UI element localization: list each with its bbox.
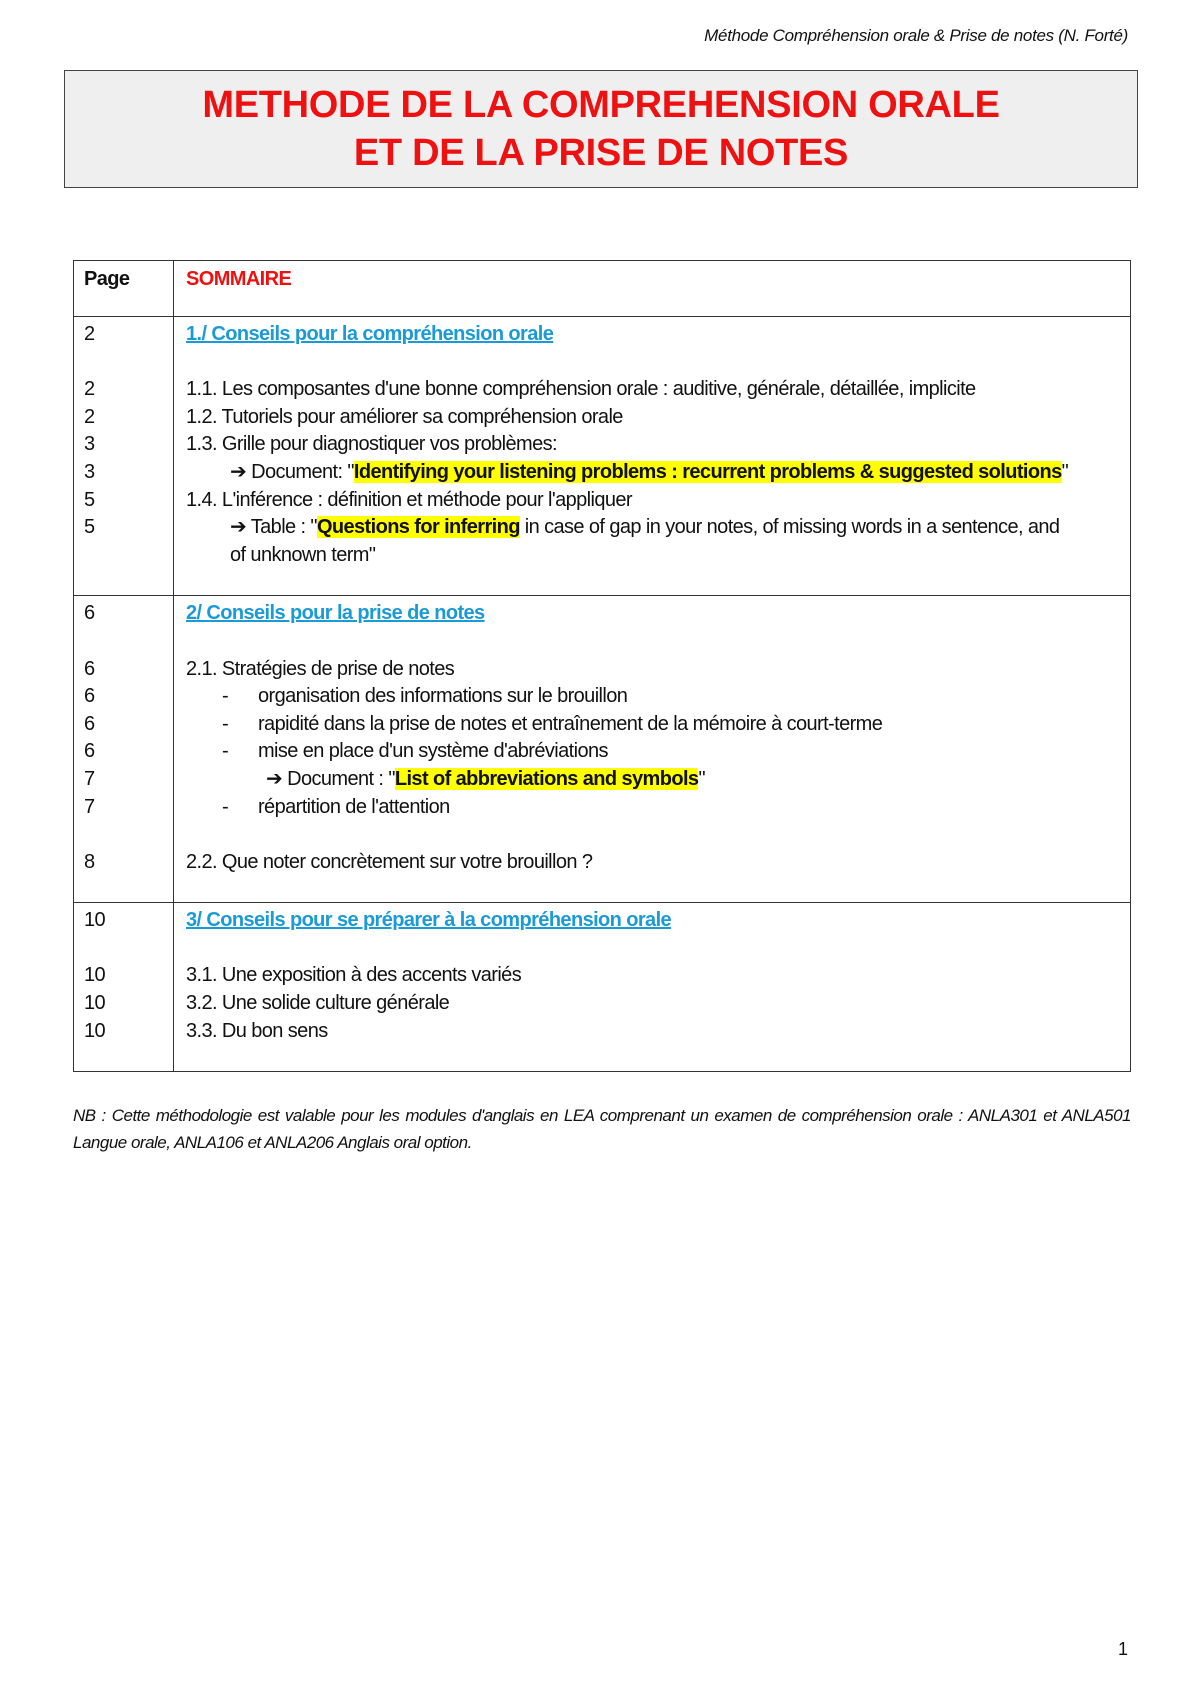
page-ref: 6 [84,740,95,763]
dash-bullet: - [222,712,229,735]
page-ref: 10 [84,1019,106,1042]
toc-item: 1.2. Tutoriels pour améliorer sa compréhension orale [186,405,623,428]
page-ref: 5 [84,516,95,539]
page-number: 1 [1117,1639,1128,1659]
toc-dash-item: - mise en place d'un système d'abréviations [186,738,1120,766]
page-ref: 3 [84,433,95,456]
page-ref: 10 [84,909,106,932]
page-ref: 10 [84,992,106,1015]
col-page-header: Page [84,268,130,290]
toc-item: 2.2. Que noter concrètement sur votre brouillon ? [186,850,593,873]
page-ref: 10 [84,964,106,987]
page-ref: 2 [84,323,95,345]
toc-item: 2.1. Stratégies de prise de notes [186,657,455,680]
quote-suffix: " [1061,460,1069,483]
section-3-pages [74,903,174,1072]
title-line-2: ET DE LA PRISE DE NOTES [353,132,849,174]
section-1-pages [74,317,174,596]
page-ref: 6 [84,685,95,708]
toc-subitem [186,514,1120,542]
toc-item: 1.1. Les composantes d'une bonne compréhension orale : auditive, générale, détaillée, implicite [186,378,976,401]
section-2-title-link[interactable]: 2/ Conseils pour la prise de notes [186,602,485,625]
page-ref: 8 [84,850,95,873]
dash-bullet: - [222,685,229,708]
section-2-pages [74,596,174,903]
toc-subitem [186,766,1120,794]
toc-dash-item: - organisation des informations sur le brouillon [186,683,1120,711]
page-ref: 2 [84,378,95,401]
toc-subitem-continuation: of unknown term" [230,543,376,566]
title-box [64,70,1138,188]
section-1-content [174,317,1131,596]
toc-section-1 [74,317,1131,596]
col-sommaire-header: SOMMAIRE [186,268,292,290]
page-ref: 2 [84,405,95,428]
section-1-title-link[interactable]: 1./ Conseils pour la compréhension orale [186,323,554,345]
toc-section-2 [74,596,1131,903]
page-ref: 6 [84,657,95,680]
toc-section-3 [74,903,1131,1072]
toc-subitem [186,459,1120,487]
page-ref: 7 [84,767,95,790]
page-ref: 6 [84,712,95,735]
toc-item: 1.3. Grille pour diagnostiquer vos problèmes: [186,433,557,456]
page-ref: 3 [84,460,95,483]
arrow-prefix: ➔ Table : " [230,516,317,539]
section-2-content [174,596,1131,903]
toc-item: 3.1. Une exposition à des accents variés [186,964,522,987]
text-suffix: in case of gap in your notes, of missing words in a sentence, and [519,516,1060,539]
toc-header-row [74,261,1131,317]
page-ref: 5 [84,488,95,511]
quote-suffix: " [698,767,705,790]
highlighted-title: List of abbreviations and symbols [394,767,699,790]
toc-table [73,260,1131,1072]
highlighted-title: Identifying your listening problems : recurrent problems & suggested solutions [353,460,1062,483]
arrow-prefix: ➔ Document: " [230,460,354,483]
page-ref: 6 [84,602,95,625]
toc-header-sommaire-cell [174,261,1131,317]
toc-item: 3.2. Une solide culture générale [186,992,450,1015]
toc-dash-item: - rapidité dans la prise de notes et entraînement de la mémoire à court-terme [186,711,1120,739]
toc-header-page-cell [74,261,174,317]
dash-bullet: - [222,740,229,763]
toc-item: 3.3. Du bon sens [186,1019,328,1042]
nb-note: NB : Cette méthodologie est valable pour les modules d'anglais en LEA comprenant un examen de compréhension orale : ANLA301 et ANLA501 Langue orale, ANLA106 et ANLA206 Anglais oral option. [73,1106,1131,1152]
section-3-title-link[interactable]: 3/ Conseils pour se préparer à la compréhension orale [186,909,672,932]
dash-bullet: - [222,795,229,818]
highlighted-title: Questions for inferring [316,516,520,539]
title-line-1: METHODE DE LA COMPREHENSION ORALE [202,84,1000,126]
page-ref: 7 [84,795,95,818]
toc-item: 1.4. L'inférence : définition et méthode pour l'appliquer [186,488,632,511]
running-header: Méthode Compréhension orale & Prise de notes (N. Forté) [704,26,1128,45]
toc-dash-item: - répartition de l'attention [186,794,1120,822]
arrow-prefix: ➔ Document : " [266,767,395,790]
section-3-content [174,903,1131,1072]
